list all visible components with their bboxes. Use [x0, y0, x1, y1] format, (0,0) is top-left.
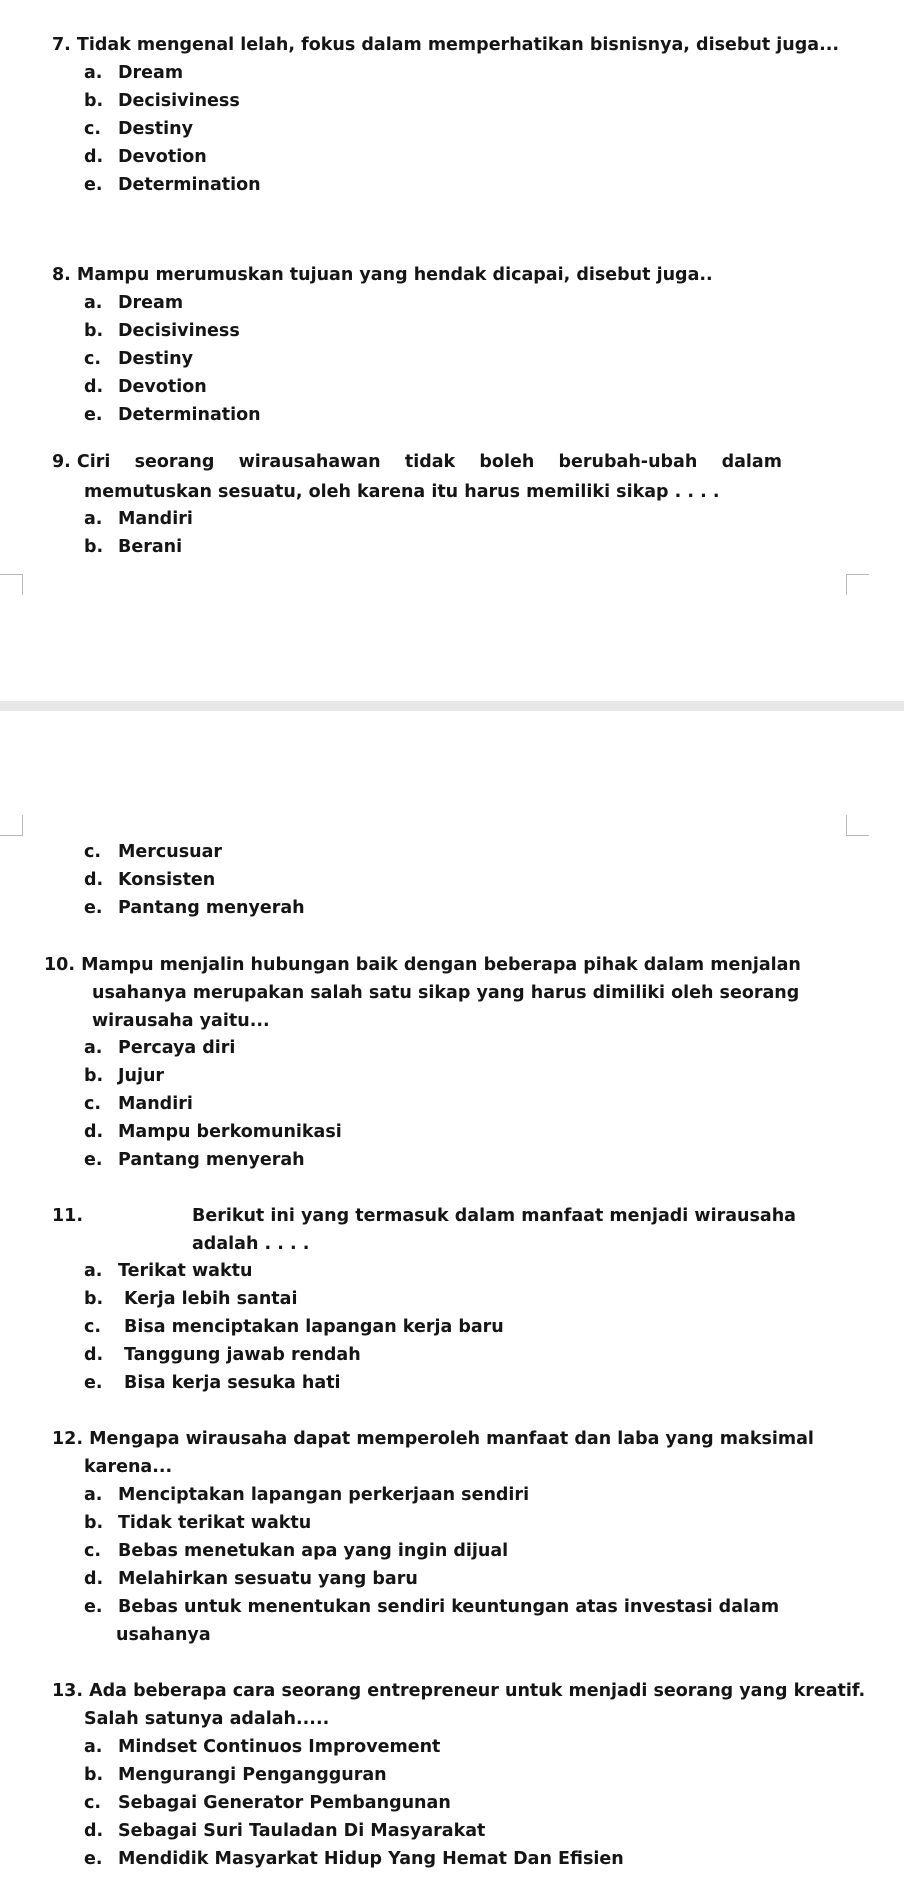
- question-13-stem-line2: Salah satunya adalah.....: [84, 1709, 330, 1729]
- option-letter: b.: [84, 91, 104, 111]
- option-text: Decisiviness: [118, 321, 240, 341]
- q12-option-e-continuation: usahanya: [116, 1625, 211, 1645]
- option-letter: d.: [84, 1821, 104, 1841]
- option-letter: e.: [84, 175, 103, 195]
- stem-word: seorang: [134, 452, 215, 472]
- option-text: Dream: [118, 63, 184, 83]
- option-letter: c.: [84, 1317, 102, 1337]
- q9-option-b: [84, 536, 182, 558]
- q9-option-c: [84, 841, 222, 863]
- stem-word: boleh: [479, 452, 535, 472]
- option-letter: e.: [84, 1597, 103, 1617]
- q12-option-a: [84, 1484, 529, 1506]
- option-text: Mercusuar: [118, 842, 223, 862]
- option-text: Decisiviness: [118, 91, 240, 111]
- option-text: Percaya diri: [118, 1038, 236, 1058]
- question-11-stem-line2: adalah . . . .: [192, 1234, 310, 1254]
- option-text: Determination: [118, 405, 261, 425]
- q11-option-c: [84, 1316, 504, 1338]
- q8-option-b: [84, 320, 240, 342]
- option-letter: c.: [84, 842, 102, 862]
- stem-word: dalam: [721, 452, 782, 472]
- option-text: Jujur: [118, 1066, 165, 1086]
- option-letter: e.: [84, 1849, 103, 1869]
- page-corner-mark: [846, 815, 869, 836]
- option-letter: b.: [84, 321, 104, 341]
- option-text: Devotion: [118, 147, 207, 167]
- option-letter: a.: [84, 1737, 103, 1757]
- question-11-stem-line1: Berikut ini yang termasuk dalam manfaat menjadi wirausaha: [192, 1206, 796, 1226]
- option-letter: a.: [84, 509, 103, 529]
- option-text: Konsisten: [118, 870, 216, 890]
- option-letter: e.: [84, 1150, 103, 1170]
- page-corner-mark: [846, 574, 869, 595]
- option-text: Tidak terikat waktu: [118, 1513, 312, 1533]
- option-letter: b.: [84, 1513, 104, 1533]
- option-text: Pantang menyerah: [118, 898, 305, 918]
- stem-word: 9. Ciri: [52, 452, 111, 472]
- question-9-stem-line2: memutuskan sesuatu, oleh karena itu harus memiliki sikap . . . .: [84, 482, 720, 502]
- option-text: Sebagai Generator Pembangunan: [118, 1793, 451, 1813]
- option-letter: c.: [84, 1793, 102, 1813]
- question-10-stem-line2: usahanya merupakan salah satu sikap yang harus dimiliki oleh seorang: [92, 983, 800, 1003]
- q7-option-a: [84, 62, 183, 84]
- q10-option-c: [84, 1093, 193, 1115]
- q9-option-e: [84, 897, 305, 919]
- q12-option-d: [84, 1568, 418, 1590]
- q13-option-b: [84, 1764, 387, 1786]
- option-letter: e.: [84, 405, 103, 425]
- q11-option-a: [84, 1260, 252, 1282]
- question-7-stem: 7. Tidak mengenal lelah, fokus dalam memperhatikan bisnisnya, disebut juga...: [52, 35, 840, 55]
- option-letter: b.: [84, 1289, 104, 1309]
- question-10-stem-line3: wirausaha yaitu...: [92, 1011, 270, 1031]
- q8-option-a: [84, 292, 183, 314]
- option-letter: d.: [84, 1569, 104, 1589]
- q11-option-d: [84, 1344, 361, 1366]
- option-text: Mampu berkomunikasi: [118, 1122, 342, 1142]
- q9-option-a: [84, 508, 193, 530]
- page-break: [0, 701, 904, 711]
- option-text: Tanggung jawab rendah: [124, 1345, 361, 1365]
- q9-option-d: [84, 869, 215, 891]
- q13-option-a: [84, 1736, 440, 1758]
- q8-option-d: [84, 376, 207, 398]
- option-text: Pantang menyerah: [118, 1150, 305, 1170]
- option-letter: a.: [84, 293, 103, 313]
- q10-option-d: [84, 1121, 342, 1143]
- option-text: Sebagai Suri Tauladan Di Masyarakat: [118, 1821, 486, 1841]
- q13-option-e: [84, 1848, 624, 1870]
- question-8-stem: 8. Mampu merumuskan tujuan yang hendak dicapai, disebut juga..: [52, 265, 713, 285]
- option-text: Berani: [118, 537, 183, 557]
- option-letter: a.: [84, 1261, 103, 1281]
- option-letter: a.: [84, 1038, 103, 1058]
- option-text: Kerja lebih santai: [124, 1289, 298, 1309]
- option-letter: d.: [84, 1122, 104, 1142]
- q13-option-d: [84, 1820, 485, 1842]
- q8-option-c: [84, 348, 193, 370]
- stem-word: tidak: [404, 452, 456, 472]
- q10-option-a: [84, 1037, 235, 1059]
- option-letter: a.: [84, 1485, 103, 1505]
- question-13-stem-line1: 13. Ada beberapa cara seorang entrepreneur untuk menjadi seorang yang kreatif.: [52, 1681, 866, 1701]
- question-12-stem-line2: karena...: [84, 1457, 173, 1477]
- option-text: Mandiri: [118, 509, 193, 529]
- option-letter: c.: [84, 1541, 102, 1561]
- option-letter: d.: [84, 1345, 104, 1365]
- q7-option-d: [84, 146, 207, 168]
- question-12-stem-line1: 12. Mengapa wirausaha dapat memperoleh manfaat dan laba yang maksimal: [52, 1429, 814, 1449]
- q10-option-e: [84, 1149, 305, 1171]
- option-letter: b.: [84, 1765, 104, 1785]
- page-corner-mark: [0, 815, 23, 836]
- option-text: Destiny: [118, 119, 194, 139]
- q7-option-b: [84, 90, 240, 112]
- option-letter: d.: [84, 147, 104, 167]
- q12-option-e: [84, 1596, 779, 1618]
- option-text: Bebas menetukan apa yang ingin dijual: [118, 1541, 509, 1561]
- q7-option-c: [84, 118, 193, 140]
- stem-word: berubah-ubah: [558, 452, 698, 472]
- option-letter: d.: [84, 870, 104, 890]
- option-letter: b.: [84, 537, 104, 557]
- q12-option-b: [84, 1512, 311, 1534]
- option-text: Bebas untuk menentukan sendiri keuntungan atas investasi dalam: [118, 1597, 780, 1617]
- option-text: Determination: [118, 175, 261, 195]
- option-text: Mandiri: [118, 1094, 193, 1114]
- q11-option-e: [84, 1372, 341, 1394]
- option-letter: e.: [84, 898, 103, 918]
- q8-option-e: [84, 404, 261, 426]
- option-letter: c.: [84, 349, 102, 369]
- q13-option-c: [84, 1792, 451, 1814]
- option-letter: c.: [84, 1094, 102, 1114]
- option-text: Destiny: [118, 349, 194, 369]
- option-text: Terikat waktu: [118, 1261, 253, 1281]
- option-text: Mengurangi Pengangguran: [118, 1765, 387, 1785]
- option-letter: c.: [84, 119, 102, 139]
- q11-option-b: [84, 1288, 297, 1310]
- question-10-stem-line1: 10. Mampu menjalin hubungan baik dengan beberapa pihak dalam menjalan: [44, 955, 801, 975]
- option-text: Menciptakan lapangan perkerjaan sendiri: [118, 1485, 530, 1505]
- question-11-number: 11.: [52, 1206, 84, 1226]
- option-text: Mendidik Masyarkat Hidup Yang Hemat Dan Efisien: [118, 1849, 624, 1869]
- option-text: Dream: [118, 293, 184, 313]
- q10-option-b: [84, 1065, 164, 1087]
- page-corner-mark: [0, 574, 23, 595]
- option-text: Mindset Continuos Improvement: [118, 1737, 441, 1757]
- option-text: Bisa menciptakan lapangan kerja baru: [124, 1317, 504, 1337]
- question-9-stem-line1: [52, 451, 782, 473]
- option-text: Melahirkan sesuatu yang baru: [118, 1569, 418, 1589]
- stem-word: wirausahawan: [238, 452, 381, 472]
- option-text: Devotion: [118, 377, 207, 397]
- q12-option-c: [84, 1540, 508, 1562]
- option-letter: b.: [84, 1066, 104, 1086]
- option-letter: d.: [84, 377, 104, 397]
- q7-option-e: [84, 174, 261, 196]
- option-letter: a.: [84, 63, 103, 83]
- option-text: Bisa kerja sesuka hati: [124, 1373, 341, 1393]
- option-letter: e.: [84, 1373, 103, 1393]
